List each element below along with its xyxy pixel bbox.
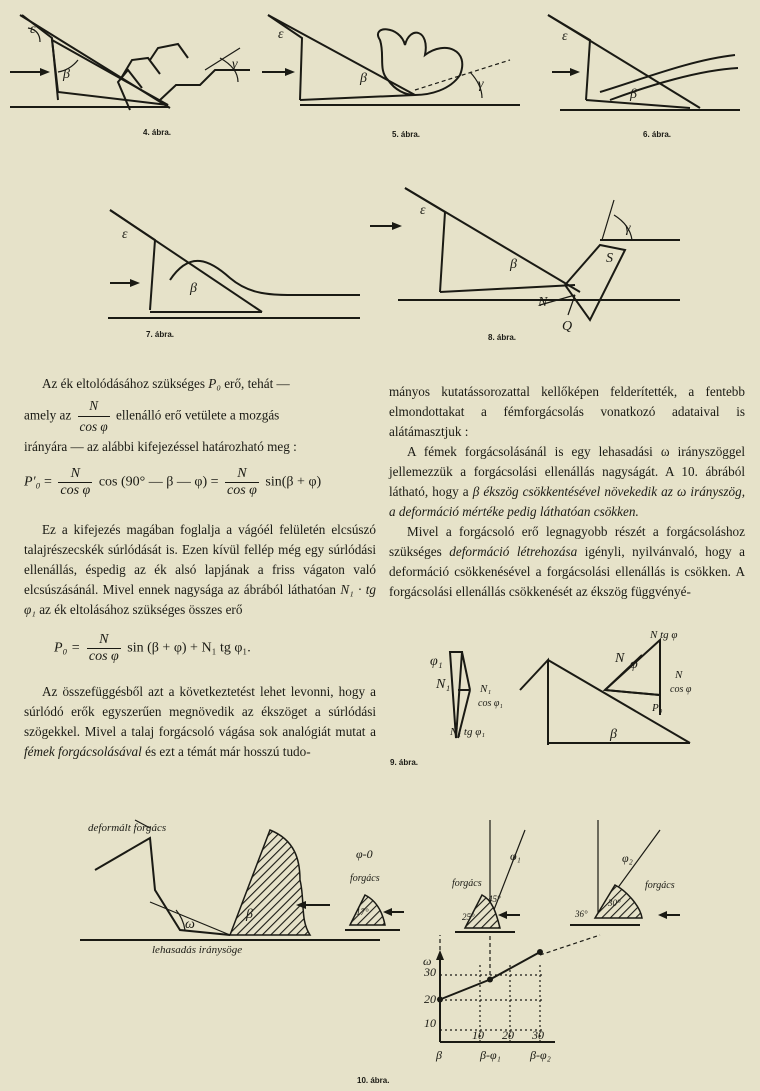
eq1-end: sin(β + φ) bbox=[265, 474, 322, 490]
svg-text:45°: 45° bbox=[488, 894, 501, 904]
x-label-beta: β bbox=[436, 1048, 442, 1062]
eq1-lhs: P′₀ bbox=[24, 474, 41, 490]
svg-text:N: N bbox=[615, 651, 625, 666]
svg-text:β: β bbox=[63, 67, 70, 82]
right-column bbox=[389, 382, 745, 602]
svg-text:25°: 25° bbox=[462, 912, 475, 922]
svg-text:cos φ: cos φ bbox=[670, 684, 692, 695]
fig6-drawing bbox=[548, 15, 740, 110]
y-tick-30: 30 bbox=[424, 965, 436, 979]
svg-text:Q: Q bbox=[562, 319, 573, 334]
svg-text:17°: 17° bbox=[356, 907, 369, 917]
svg-text:N₁ tg φ₁: N₁ tg φ₁ bbox=[450, 726, 486, 738]
svg-text:30°: 30° bbox=[608, 898, 621, 908]
text-left-p2b: az ék eltolásához szükséges összes erő bbox=[39, 602, 243, 617]
svg-text:φ: φ bbox=[630, 657, 638, 672]
text-right-p2b: β ékszög csökkentésével növekedik az ω irányszög, a deformáció mértéke pedig láthatóan csökken. bbox=[389, 484, 746, 519]
fig4-caption: 4. ábra. bbox=[143, 128, 172, 137]
svg-text:ε: ε bbox=[420, 203, 426, 218]
fig8-drawing bbox=[370, 188, 680, 334]
y-tick-10: 10 bbox=[424, 1016, 436, 1030]
text-left-p2: Ez a kifejezés magában foglalja a vágóél felületén elcsúszó talajrészecskék súrlódását is. Ezen kívül fellép még egy súrlódási ellenállás, éspedig az ék alsó lapjának a friss vágaton való elcsúszásánál. Mivel ennek nagysága az ábrából láthatóan bbox=[24, 522, 376, 597]
fig10-drawing bbox=[80, 820, 680, 940]
fig9-caption: 9. ábra. bbox=[390, 758, 419, 767]
sym-N1tg: N₁ · tg φ₁ bbox=[24, 582, 376, 617]
svg-text:ε: ε bbox=[30, 22, 36, 37]
text-right-p3a: Mivel a forgácsoló erő legnagyobb részét a forgácsoláshoz szükséges bbox=[389, 524, 745, 559]
label-chip-1: forgács bbox=[350, 873, 380, 884]
text-right-p2a: A fémek forgácsolásánál is egy lehasadási ω irányszöggel jellemezzük a forgácsolási ellenállás nagyságát. A 10. ábrából látható, hogy a bbox=[389, 444, 745, 499]
eq1-frac2-den: cos φ bbox=[227, 483, 257, 498]
svg-text:N₁: N₁ bbox=[436, 677, 451, 692]
text-left-p1b: erő, tehát — bbox=[224, 376, 290, 391]
frac-den: cos φ bbox=[79, 419, 108, 434]
fig10-caption: 10. ábra. bbox=[357, 1076, 390, 1085]
text-right-p1: mányos kutatássorozattal kellőképen felderítették, a fentebb elmondottakat a fémforgácsolás vonatkozó adataival is alátámasztjuk : bbox=[389, 384, 745, 439]
fig4-drawing bbox=[10, 15, 250, 110]
left-column-p3 bbox=[24, 682, 376, 762]
eq2-lhs: P₀ = bbox=[54, 640, 81, 656]
svg-text:γ: γ bbox=[478, 77, 484, 92]
svg-text:β: β bbox=[510, 257, 517, 272]
svg-text:ε: ε bbox=[562, 29, 568, 44]
fig6-caption: 6. ábra. bbox=[643, 130, 672, 139]
frac-num: N bbox=[78, 396, 110, 417]
fig5-drawing bbox=[262, 15, 520, 105]
svg-text:β: β bbox=[190, 281, 197, 296]
text-left-p1c: amely az bbox=[24, 407, 72, 423]
fig7-drawing bbox=[108, 210, 360, 318]
text-right-p3b: deformáció létrehozása bbox=[449, 544, 578, 559]
x-tick-10: 10 bbox=[472, 1028, 484, 1042]
svg-text:φ₂: φ₂ bbox=[622, 851, 633, 865]
eq2-end: sin (β + φ) + N₁ tg φ₁. bbox=[127, 640, 251, 656]
svg-text:β: β bbox=[610, 727, 617, 742]
svg-text:φ₁: φ₁ bbox=[430, 654, 443, 669]
x-tick-20: 20 bbox=[502, 1028, 514, 1042]
svg-text:β: β bbox=[246, 907, 253, 922]
svg-text:N₁: N₁ bbox=[480, 683, 492, 695]
text-left-p3b: fémek forgácsolásával bbox=[24, 744, 142, 759]
svg-text:ε: ε bbox=[278, 27, 284, 42]
svg-text:β: β bbox=[630, 87, 637, 102]
svg-text:N: N bbox=[538, 295, 548, 310]
fig9-drawing bbox=[430, 629, 692, 745]
text-left-p3c: és ezt a témát már hosszú tudo- bbox=[145, 744, 311, 759]
equation-2 bbox=[54, 632, 251, 665]
svg-text:γ: γ bbox=[625, 221, 631, 236]
svg-text:N: N bbox=[675, 669, 683, 681]
eq1-mid: cos (90° — β — φ) = bbox=[98, 474, 219, 490]
eq1-frac2-num: N bbox=[225, 466, 259, 483]
text-left-p1d: ellenálló erő vetülete a mozgás bbox=[116, 407, 280, 423]
eq2-frac-den: cos φ bbox=[88, 649, 119, 664]
svg-text:β: β bbox=[360, 71, 367, 86]
svg-text:S: S bbox=[606, 251, 613, 266]
label-chip-3: forgács bbox=[645, 880, 675, 891]
svg-text:γ: γ bbox=[232, 57, 238, 72]
x-tick-30: 30 bbox=[532, 1028, 544, 1042]
x-label-beta-phi1: β-φ₁ bbox=[480, 1048, 501, 1062]
x-label-beta-phi2: β-φ₂ bbox=[530, 1048, 551, 1062]
fig8-caption: 8. ábra. bbox=[488, 333, 517, 342]
label-chip-2: forgács bbox=[452, 878, 482, 889]
sym-P0: P₀ bbox=[208, 376, 221, 391]
svg-text:P₀: P₀ bbox=[652, 702, 663, 714]
text-left-p1a: Az ék eltolódásához szükséges bbox=[42, 376, 205, 391]
svg-text:ω: ω bbox=[185, 917, 195, 932]
fig5-caption: 5. ábra. bbox=[392, 130, 421, 139]
equation-1: P′₀ = $\frac{N}{\text{cos φ}}$ cos (90° — β — φ) = $\frac{N}{\text{cos φ}}$ sin(β + φ) bbox=[24, 466, 322, 498]
svg-text:φ₁: φ₁ bbox=[510, 849, 521, 863]
svg-text:36°: 36° bbox=[575, 909, 588, 919]
svg-text:cos φ₁: cos φ₁ bbox=[478, 698, 503, 709]
svg-text:ε: ε bbox=[122, 227, 128, 242]
label-direction: lehasadás iránysöge bbox=[152, 944, 243, 956]
eq1-frac1-den: cos φ bbox=[60, 483, 91, 498]
left-column bbox=[24, 374, 376, 457]
y-tick-20: 20 bbox=[424, 992, 436, 1006]
fig7-caption: 7. ábra. bbox=[146, 330, 175, 339]
eq1-frac1-num: N bbox=[58, 466, 92, 483]
text-left-p1e: irányára — az alábbi kifejezéssel határozható meg : bbox=[24, 439, 297, 454]
text-right-p3c: igényli, nyilvánvaló, hogy a deformáció csökkenésével a forgácsolási ellenállás is csökken. A forgácsolási ellenállás csökkenését az ékszög függvényé- bbox=[389, 544, 745, 599]
left-column-p2 bbox=[24, 520, 376, 620]
y-axis-label: ω bbox=[423, 954, 432, 968]
fig10-graph bbox=[436, 935, 600, 1042]
label-deformed-chip: deformált forgács bbox=[88, 822, 167, 834]
eq2-frac-num: N bbox=[87, 632, 121, 649]
svg-text:φ-0: φ-0 bbox=[356, 847, 373, 861]
text-left-p3a: Az összefüggésből azt a következtetést lehet levonni, hogy a súrlódó erők egyszerűen megnövedik az ékszöget a súrlódási szögekkel. Mivel a talaj forgácsoló vágása sok analógiát mutat a bbox=[24, 684, 376, 739]
svg-text:N tg φ: N tg φ bbox=[650, 629, 678, 641]
